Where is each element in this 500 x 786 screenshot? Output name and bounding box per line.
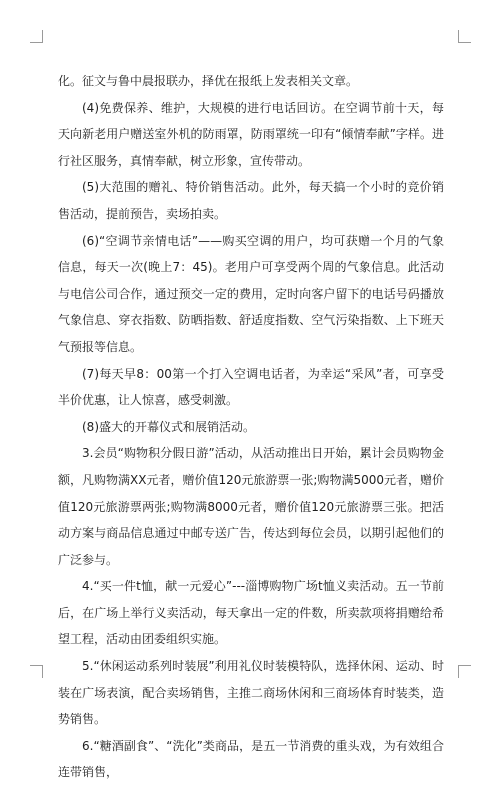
paragraph-10: 6.“糖酒副食”、“洗化”类商品，是五一节消费的重头戏，为有效组合连带销售， (58, 738, 444, 780)
crop-mark-bottom-left (30, 665, 43, 678)
paragraph-4: (6)“空调节亲情电话”——购买空调的用户，均可获赠一个月的气象信息，每天一次(晚上7：45)。老用户可享受两个周的气象信息。此活动与电信公司合作，通过预交一定的费用，定时向客户留下的电话号码播放气象信息、穿衣指数、防晒指数、舒适度指数、空气污染指数、上下班天气预报等信息。 (58, 233, 444, 354)
paragraph-6: (8)盛大的开幕仪式和展销活动。 (82, 419, 255, 434)
paragraph-8: 4.“买一件t恤，献一元爱心”---淄博购物广场t恤义卖活动。五一节前后，在广场上举行义卖活动，每天拿出一定的件数，所卖款项将捐赠给希望工程，活动由团委组织实施。 (58, 579, 444, 647)
paragraph-1: 化。征文与鲁中晨报联办，择优在报纸上发表相关文章。 (58, 74, 359, 88)
paragraph-3: (5)大范围的赠礼、特价销售活动。此外，每天搞一个小时的竞价销售活动，提前预告，卖场拍卖。 (58, 180, 444, 221)
paragraph-7: 3.会员“购物积分假日游”活动，从活动推出日开始，累计会员购物金额，凡购物满XX元者，赠价值120元旅游票一张;购物满5000元者，赠价值120元旅游票两张;购物满8000元者，赠价值120元旅游票三张。把活动方案与商品信息通过中邮专送广告，传达到每位会员，以期引起他们的广泛参与。 (58, 446, 444, 567)
crop-mark-top-right (458, 30, 471, 43)
document-body (58, 68, 444, 786)
paragraph-9: 5.“休闲运动系列时装展”利用礼仪时装模特队，选择休闲、运动、时装在广场表演，配合卖场销售，主推二商场休闲和三商场体育时装类，造势销售。 (58, 659, 444, 727)
paragraph-2: (4)免费保养、维护，大规模的进行电话回访。在空调节前十天，每天向新老用户赠送室外机的防雨罩，防雨罩统一印有“倾情奉献”字样。进行社区服务，真情奉献，树立形象，宣传带动。 (58, 100, 444, 168)
paragraph-5: (7)每天早8：00第一个打入空调电话者，为幸运“采风”者，可享受半价优惠，让人惊喜，感受刺激。 (58, 366, 444, 408)
crop-mark-bottom-right (458, 665, 471, 678)
crop-mark-top-left (30, 30, 43, 43)
